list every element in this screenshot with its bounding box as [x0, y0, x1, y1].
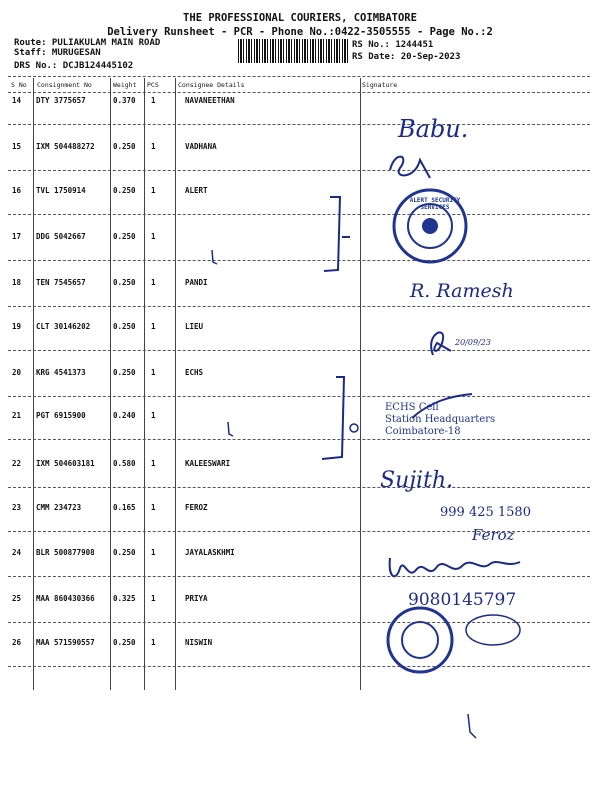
route-label: Route: PULIAKULAM MAIN ROAD	[14, 38, 161, 48]
row-weight: 0.580	[113, 459, 136, 468]
col-pcs: PCS	[147, 81, 159, 89]
row-pcs: 1	[151, 459, 156, 468]
row-pcs: 1	[151, 411, 156, 420]
row-pcs: 1	[151, 548, 156, 557]
pen-mark	[462, 712, 482, 742]
row-consignment-number: CLT 30146202	[36, 322, 91, 331]
alert-stamp-text: ALERT SECURITY SERVICES	[409, 197, 461, 211]
signature-babu: Babu.	[398, 115, 469, 143]
rs-date: RS Date: 20-Sep-2023	[352, 52, 461, 62]
row-consignee: NAVANEETHAN	[185, 96, 235, 105]
row-pcs: 1	[151, 594, 156, 603]
signature-loop	[425, 325, 455, 361]
row-consignee: FEROZ	[185, 503, 208, 512]
row-sno: 21	[12, 411, 22, 420]
row-pcs: 1	[151, 368, 156, 377]
row-divider	[8, 170, 590, 171]
row-consignment-number: KRG 4541373	[36, 368, 86, 377]
row-pcs: 1	[151, 232, 156, 241]
col-consignee: Consignee Details	[178, 81, 245, 89]
row-sno: 22	[12, 459, 22, 468]
row-consignee: ALERT	[185, 186, 208, 195]
signature-slash	[410, 392, 474, 422]
row-weight: 0.370	[113, 96, 136, 105]
pen-mark	[224, 420, 236, 440]
row-weight: 0.240	[113, 411, 136, 420]
row-divider	[8, 487, 590, 488]
signature-jayalakshmi	[386, 548, 526, 588]
signature-circle-note	[463, 612, 523, 648]
col-sno: S No	[11, 81, 27, 89]
row-consignment-number: PGT 6915900	[36, 411, 86, 420]
row-divider	[8, 396, 590, 397]
divider	[8, 76, 590, 77]
staff-label: Staff: MURUGESAN	[14, 48, 101, 58]
row-consignee: ECHS	[185, 368, 204, 377]
row-consignee: KALEESWARI	[185, 459, 231, 468]
row-consignee: VADHANA	[185, 142, 217, 151]
barcode	[238, 39, 348, 63]
row-divider	[8, 124, 590, 125]
echs-stamp-line-2: Station Headquarters	[385, 414, 496, 425]
row-consignee: PRIYA	[185, 594, 208, 603]
row-pcs: 1	[151, 142, 156, 151]
row-sno: 19	[12, 322, 22, 331]
row-divider	[8, 214, 590, 215]
row-consignee: NISWIN	[185, 638, 213, 647]
row-consignee: PANDI	[185, 278, 208, 287]
row-sno: 25	[12, 594, 22, 603]
phone-priya: 9080145797	[408, 590, 517, 610]
row-pcs: 1	[151, 503, 156, 512]
row-consignee: LIEU	[185, 322, 204, 331]
divider	[8, 92, 590, 93]
row-divider	[8, 666, 590, 667]
row-consignment-number: MAA 571590557	[36, 638, 95, 647]
rs-number: RS No.: 1244451	[352, 40, 434, 50]
row-consignment-number: IXM 504603181	[36, 459, 95, 468]
row-sno: 20	[12, 368, 22, 377]
row-divider	[8, 306, 590, 307]
row-pcs: 1	[151, 322, 156, 331]
row-weight: 0.250	[113, 142, 136, 151]
row-consignment-number: TEN 7545657	[36, 278, 86, 287]
row-sno: 23	[12, 503, 22, 512]
row-consignment-number: TVL 1750914	[36, 186, 86, 195]
row-consignee: JAYALASKHMI	[185, 548, 235, 557]
company-title: THE PROFESSIONAL COURIERS, COIMBATORE	[183, 12, 417, 24]
row-consignment-number: IXM 504488272	[36, 142, 95, 151]
row-weight: 0.250	[113, 232, 136, 241]
drs-number: DRS No.: DCJB124445102	[14, 61, 134, 71]
signature-feroz: Feroz	[472, 526, 515, 544]
bracket-mark	[318, 373, 362, 463]
bracket-mark	[322, 195, 352, 275]
pen-mark	[208, 248, 220, 268]
phone-feroz: 999 425 1580	[440, 505, 531, 520]
row-pcs: 1	[151, 96, 156, 105]
row-divider	[8, 260, 590, 261]
row-consignment-number: DDG 5042667	[36, 232, 86, 241]
row-weight: 0.250	[113, 548, 136, 557]
row-sno: 14	[12, 96, 22, 105]
row-consignment-number: BLR 500877908	[36, 548, 95, 557]
company-seal	[385, 604, 455, 676]
row-sno: 24	[12, 548, 22, 557]
row-consignment-number: DTY 3775657	[36, 96, 86, 105]
row-pcs: 1	[151, 638, 156, 647]
echs-stamp-line-1: ECHS Cell	[385, 402, 439, 413]
col-weight: Weight	[113, 81, 137, 89]
row-sno: 26	[12, 638, 22, 647]
row-sno: 16	[12, 186, 22, 195]
row-pcs: 1	[151, 278, 156, 287]
row-weight: 0.165	[113, 503, 136, 512]
col-signature: Signature	[362, 81, 398, 89]
row-weight: 0.250	[113, 322, 136, 331]
row-weight: 0.325	[113, 594, 136, 603]
date-note: 20/09/23	[455, 338, 491, 347]
row-consignment-number: MAA 860430366	[36, 594, 95, 603]
row-sno: 17	[12, 232, 22, 241]
row-divider	[8, 439, 590, 440]
runsheet-subtitle: Delivery Runsheet - PCR - Phone No.:0422-3505555 - Page No.:2	[107, 26, 493, 38]
row-divider	[8, 350, 590, 351]
row-weight: 0.250	[113, 278, 136, 287]
echs-stamp-line-3: Coimbatore-18	[385, 426, 461, 437]
col-consignment: Consignment No	[37, 81, 92, 89]
row-pcs: 1	[151, 186, 156, 195]
row-weight: 0.250	[113, 186, 136, 195]
signature-scribble	[385, 150, 435, 184]
signature-ramesh: R. Ramesh	[410, 280, 514, 302]
row-sno: 15	[12, 142, 22, 151]
signature-sujith: Sujith.	[380, 468, 454, 493]
row-weight: 0.250	[113, 368, 136, 377]
row-sno: 18	[12, 278, 22, 287]
row-weight: 0.250	[113, 638, 136, 647]
row-consignment-number: CMM 234723	[36, 503, 82, 512]
